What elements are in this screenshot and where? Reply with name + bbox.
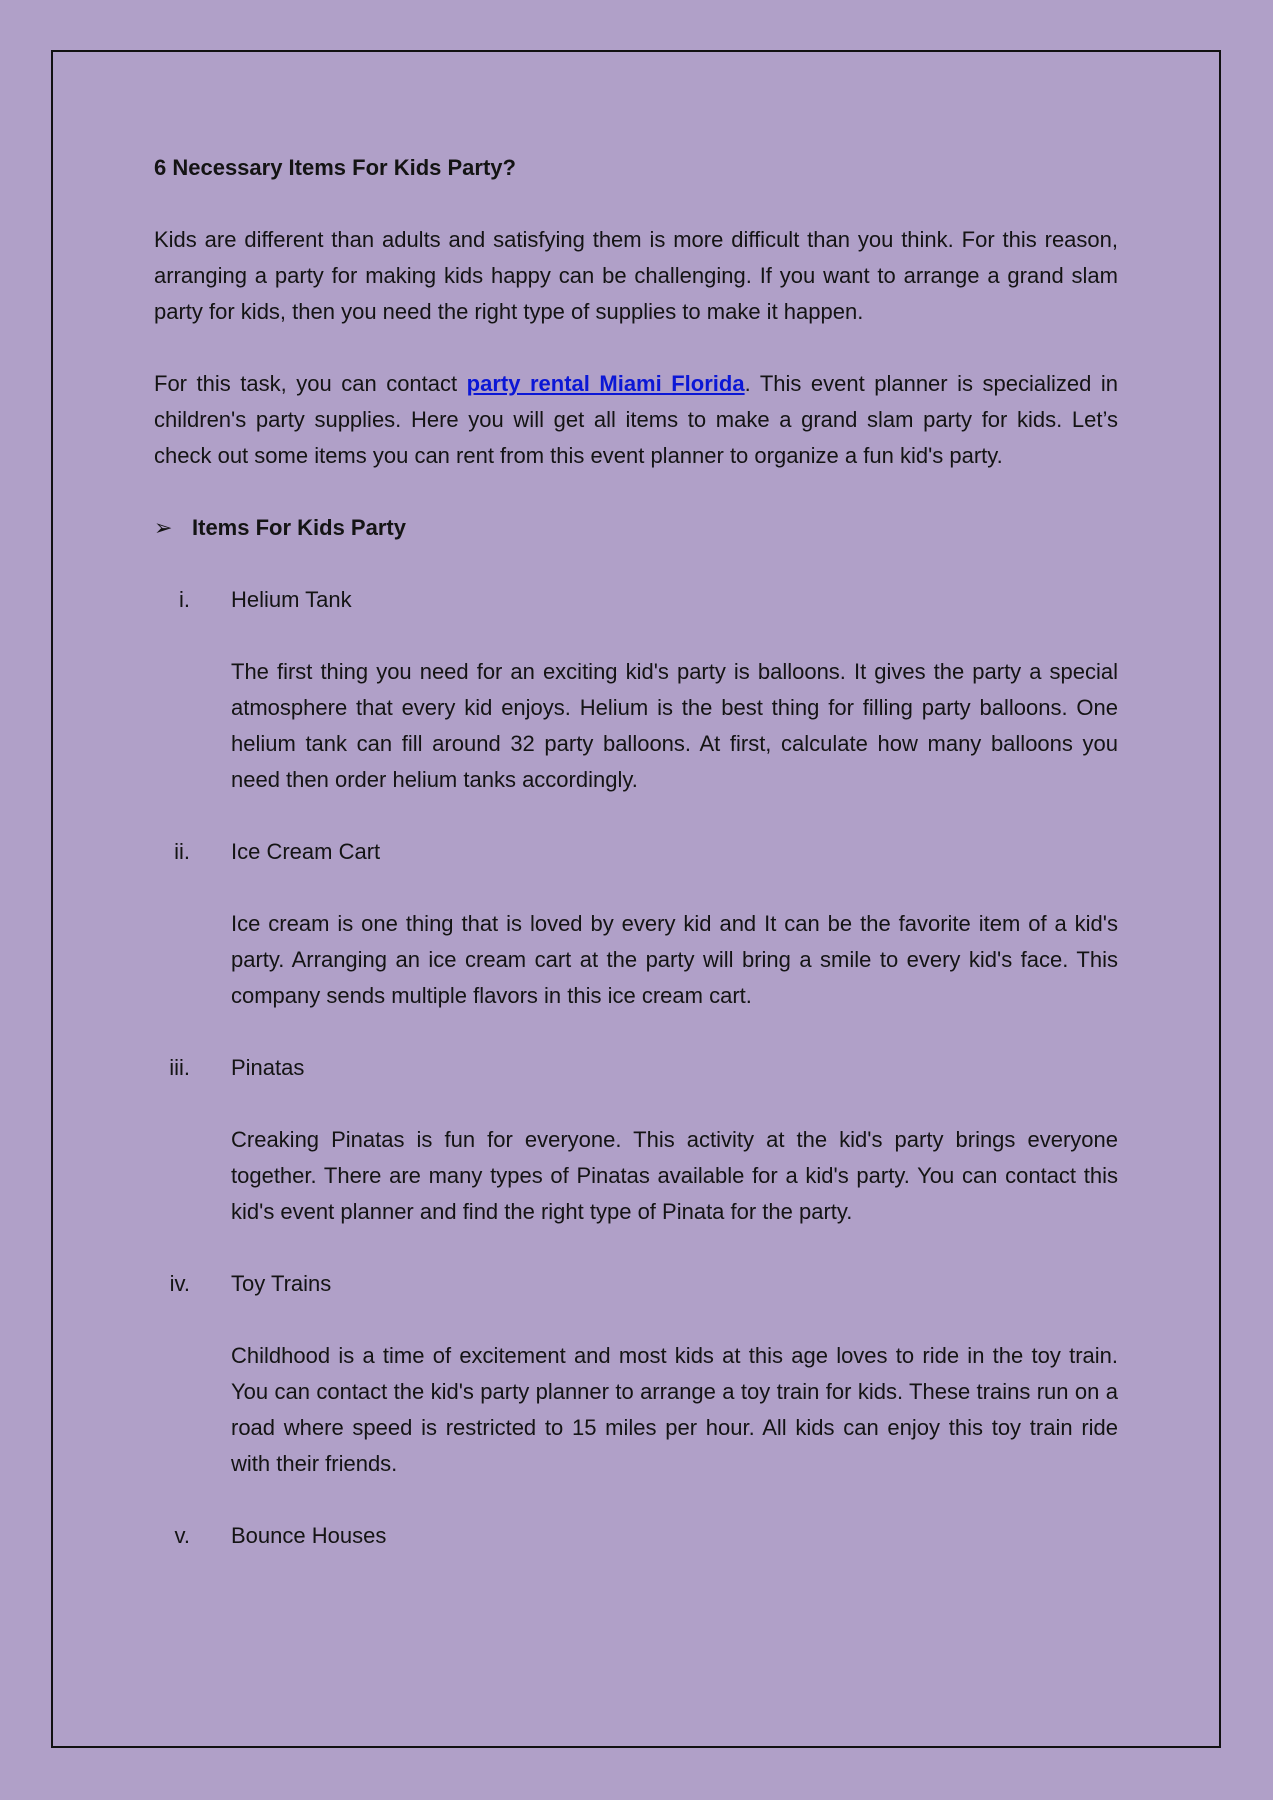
list-item [154,582,1118,618]
document-title: 6 Necessary Items For Kids Party? [154,155,516,180]
list-item-description: The first thing you need for an exciting kid's party is balloons. It gives the party a special atmosphere that every kid enjoys. Helium is the best thing for filling party balloons. One helium tank can fill around 32 party balloons. At first, calculate how many balloons you need then order helium tanks accordingly. [231,659,1118,792]
arrow-bullet-icon: ➢ [154,515,173,540]
intro-paragraph: Kids are different than adults and satisfying them is more difficult than you think. For this reason, arranging a party for making kids happy can be challenging. If you want to arrange a grand slam party for kids, then you need the right type of supplies to make it happen. [154,227,1118,324]
party-rental-link[interactable]: party rental Miami Florida [466,371,745,396]
list-item [154,1266,1118,1302]
list-item-name: Ice Cream Cart [231,839,381,864]
list-item-number: iv. [169,1271,190,1296]
list-item-name: Helium Tank [231,587,352,612]
list-item [154,1518,1118,1554]
contact-text-before: For this task, you can contact [154,371,467,396]
list-item [154,834,1118,870]
section-heading-text: Items For Kids Party [192,515,406,540]
list-item-number: iii. [169,1055,190,1080]
contact-paragraph [154,366,1118,474]
list-item-description: Creaking Pinatas is fun for everyone. This activity at the kid's party brings everyone together. There are many types of Pinatas available for a kid's party. You can contact this kid's event planner and find the right type of Pinata for the party. [231,1127,1118,1224]
list-item-name: Toy Trains [231,1271,332,1296]
list-item [154,1050,1118,1086]
list-item-number: v. [174,1523,190,1548]
document-body [154,150,1118,1590]
list-item-number: ii. [174,839,190,864]
contact-text-after: . This event planner is specialized in children's party supplies. Here you will get all items to make a grand slam party for kids. Let’s check out some items you can rent from this event planner to organize a fun kid's party. [154,371,1119,468]
list-item-description: Ice cream is one thing that is loved by every kid and It can be the favorite item of a kid's party. Arranging an ice cream cart at the party will bring a smile to every kid's face. This company sends multiple flavors in this ice cream cart. [231,911,1118,1008]
list-item-name: Bounce Houses [231,1523,387,1548]
list-item-description: Childhood is a time of excitement and most kids at this age loves to ride in the toy train. You can contact the kid's party planner to arrange a toy train for kids. These trains run on a road where speed is restricted to 15 miles per hour. All kids can enjoy this toy train ride with their friends. [231,1343,1118,1476]
section-heading [154,510,1118,546]
list-item-name: Pinatas [231,1055,305,1080]
list-item-number: i. [179,587,190,612]
